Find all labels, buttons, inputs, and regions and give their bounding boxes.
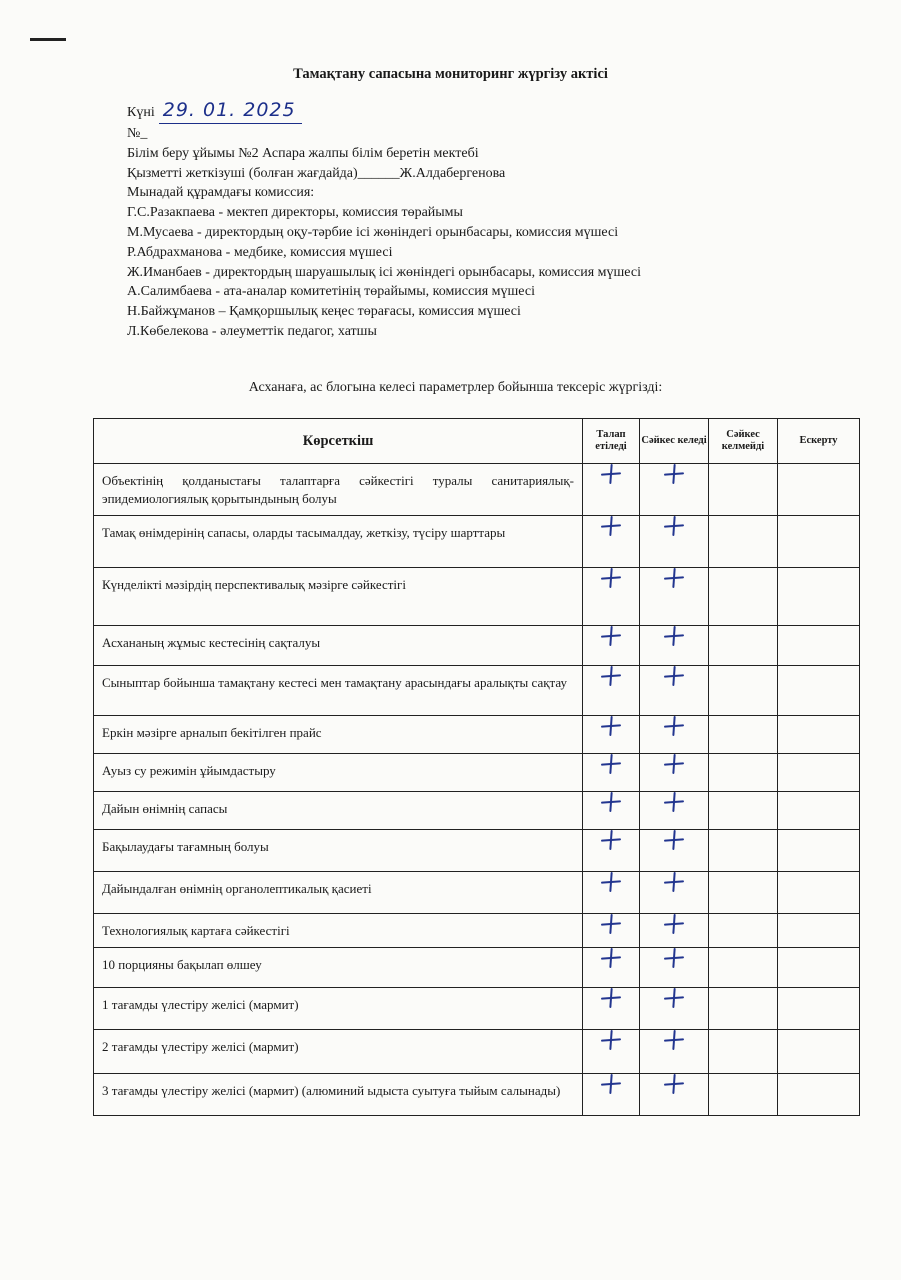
cell-note xyxy=(778,914,860,948)
cell-required xyxy=(583,1030,640,1074)
plus-mark-icon xyxy=(664,666,684,686)
commission-intro: Мынадай құрамдағы комиссия: xyxy=(127,185,315,201)
cell-noncompliant xyxy=(709,830,778,872)
date-label: Күні xyxy=(127,105,155,120)
cell-compliant xyxy=(640,464,709,516)
cell-required xyxy=(583,792,640,830)
row-indicator: Технологиялық картаға сәйкестігі xyxy=(94,914,583,948)
cell-noncompliant xyxy=(709,464,778,516)
plus-mark-icon xyxy=(601,568,621,588)
cell-compliant xyxy=(640,948,709,988)
row-indicator: Асхананың жұмыс кестесінің сақталуы xyxy=(94,626,583,666)
table-row xyxy=(94,666,860,716)
cell-noncompliant xyxy=(709,754,778,792)
cell-compliant xyxy=(640,716,709,754)
cell-noncompliant xyxy=(709,666,778,716)
plus-mark-icon xyxy=(664,872,684,892)
plus-mark-icon xyxy=(664,716,684,736)
cell-required xyxy=(583,914,640,948)
cell-required xyxy=(583,1074,640,1116)
table-row xyxy=(94,568,860,626)
header-note: Ескерту xyxy=(778,419,860,464)
cell-required xyxy=(583,568,640,626)
cell-noncompliant xyxy=(709,914,778,948)
cell-required xyxy=(583,872,640,914)
table-row xyxy=(94,516,860,568)
cell-noncompliant xyxy=(709,626,778,666)
plus-mark-icon xyxy=(601,666,621,686)
plus-mark-icon xyxy=(601,754,621,774)
cell-compliant xyxy=(640,830,709,872)
cell-note xyxy=(778,1074,860,1116)
plus-mark-icon xyxy=(664,754,684,774)
plus-mark-icon xyxy=(601,948,621,968)
document-title: Тамақтану сапасына мониторинг жүргізу актісі xyxy=(293,66,608,82)
cell-compliant xyxy=(640,1074,709,1116)
supplier-line: Қызметті жеткізуші (болған жағдайда)______Ж.Алдабергенова xyxy=(127,165,506,181)
plus-mark-icon xyxy=(601,988,621,1008)
cell-compliant xyxy=(640,516,709,568)
header-compliant: Сәйкес келеді xyxy=(640,419,709,464)
table-row xyxy=(94,988,860,1030)
commission-member: Г.С.Разакпаева - мектеп директоры, комиссия төрайымы xyxy=(127,205,463,221)
cell-note xyxy=(778,872,860,914)
plus-mark-icon xyxy=(664,516,684,536)
plus-mark-icon xyxy=(664,948,684,968)
cell-note xyxy=(778,830,860,872)
cell-required xyxy=(583,626,640,666)
cell-required xyxy=(583,988,640,1030)
commission-list xyxy=(127,203,827,342)
row-indicator: Еркін мәзірге арналып бекітілген прайс xyxy=(94,716,583,754)
cell-noncompliant xyxy=(709,1074,778,1116)
cell-note xyxy=(778,988,860,1030)
cell-required xyxy=(583,516,640,568)
table-row xyxy=(94,1030,860,1074)
cell-note xyxy=(778,716,860,754)
plus-mark-icon xyxy=(601,464,621,484)
cell-compliant xyxy=(640,872,709,914)
row-indicator: Объектінің қолданыстағы талаптарға сәйкестігі туралы санитариялық-эпидемиологиялық қорытындының болуы xyxy=(94,464,583,516)
row-indicator: Тамақ өнімдерінің сапасы, оларды тасымалдау, жеткізу, түсіру шарттары xyxy=(94,516,583,568)
school-name: Білім беру ұйымы №2 Аспара жалпы білім беретін мектебі xyxy=(127,145,479,161)
row-indicator: Дайын өнімнің сапасы xyxy=(94,792,583,830)
commission-member: М.Мусаева - директордың оқу-тәрбие ісі жөніндегі орынбасары, комиссия мүшесі xyxy=(127,224,619,240)
table-row xyxy=(94,792,860,830)
cell-compliant xyxy=(640,988,709,1030)
plus-mark-icon xyxy=(601,872,621,892)
plus-mark-icon xyxy=(601,914,621,934)
table-row xyxy=(94,716,860,754)
table-row xyxy=(94,914,860,948)
cell-compliant xyxy=(640,754,709,792)
header-indicator: Көрсеткіш xyxy=(94,419,583,464)
inspection-intro: Асханаға, ас блогына келесі параметрлер бойынша тексеріс жүргізді: xyxy=(248,380,663,395)
page-corner-mark xyxy=(30,38,66,41)
cell-note xyxy=(778,626,860,666)
table-row xyxy=(94,830,860,872)
row-indicator: 3 тағамды үлестіру желісі (мармит) (алюминий ыдыста суытуға тыйым салынады) xyxy=(94,1074,583,1116)
row-indicator: 1 тағамды үлестіру желісі (мармит) xyxy=(94,988,583,1030)
table-row xyxy=(94,1074,860,1116)
row-indicator: Дайындалған өнімнің органолептикалық қасиеті xyxy=(94,872,583,914)
plus-mark-icon xyxy=(664,1074,684,1094)
row-indicator: Сыныптар бойынша тамақтану кестесі мен тамақтану арасындағы аралықты сақтау xyxy=(94,666,583,716)
row-indicator: Ауыз су режимін ұйымдастыру xyxy=(94,754,583,792)
cell-note xyxy=(778,516,860,568)
cell-note xyxy=(778,1030,860,1074)
cell-compliant xyxy=(640,792,709,830)
cell-note xyxy=(778,464,860,516)
row-indicator: 10 порцияны бақылап өлшеу xyxy=(94,948,583,988)
cell-compliant xyxy=(640,666,709,716)
cell-required xyxy=(583,754,640,792)
plus-mark-icon xyxy=(601,1030,621,1050)
cell-noncompliant xyxy=(709,872,778,914)
plus-mark-icon xyxy=(664,830,684,850)
cell-noncompliant xyxy=(709,948,778,988)
plus-mark-icon xyxy=(601,626,621,646)
cell-note xyxy=(778,948,860,988)
cell-compliant xyxy=(640,626,709,666)
table-header-row xyxy=(94,419,860,464)
cell-note xyxy=(778,792,860,830)
row-indicator: Күнделікті мәзірдің перспективалық мәзірге сәйкестігі xyxy=(94,568,583,626)
plus-mark-icon xyxy=(664,464,684,484)
plus-mark-icon xyxy=(601,792,621,812)
header-required: Талап етіледі xyxy=(583,419,640,464)
inspection-table xyxy=(93,418,860,1116)
header-noncompliant: Сәйкес келмейді xyxy=(709,419,778,464)
cell-compliant xyxy=(640,914,709,948)
cell-required xyxy=(583,464,640,516)
cell-noncompliant xyxy=(709,792,778,830)
cell-required xyxy=(583,716,640,754)
plus-mark-icon xyxy=(601,716,621,736)
cell-required xyxy=(583,830,640,872)
plus-mark-icon xyxy=(664,626,684,646)
act-header xyxy=(127,100,827,342)
table-row xyxy=(94,872,860,914)
date-value: 29. 01. 2025 xyxy=(162,99,296,121)
number-line: №_ xyxy=(127,126,148,141)
plus-mark-icon xyxy=(601,1074,621,1094)
plus-mark-icon xyxy=(664,792,684,812)
cell-required xyxy=(583,948,640,988)
date-line xyxy=(127,100,827,124)
commission-member: А.Салимбаева - ата-аналар комитетінің төрайымы, комиссия мүшесі xyxy=(127,284,535,300)
commission-member: Н.Байжұманов – Қамқоршылық кеңес төрағасы, комиссия мүшесі xyxy=(127,304,521,320)
cell-note xyxy=(778,666,860,716)
cell-noncompliant xyxy=(709,988,778,1030)
cell-noncompliant xyxy=(709,568,778,626)
cell-noncompliant xyxy=(709,1030,778,1074)
row-indicator: 2 тағамды үлестіру желісі (мармит) xyxy=(94,1030,583,1074)
plus-mark-icon xyxy=(664,1030,684,1050)
plus-mark-icon xyxy=(601,830,621,850)
cell-required xyxy=(583,666,640,716)
plus-mark-icon xyxy=(664,914,684,934)
plus-mark-icon xyxy=(601,516,621,536)
commission-member: Ж.Иманбаев - директордың шаруашылық ісі жөніндегі орынбасары, комиссия мүшесі xyxy=(127,264,641,280)
commission-member: Л.Көбелекова - әлеуметтік педагог, хатшы xyxy=(127,323,377,339)
table-row xyxy=(94,626,860,666)
cell-compliant xyxy=(640,1030,709,1074)
plus-mark-icon xyxy=(664,988,684,1008)
plus-mark-icon xyxy=(664,568,684,588)
cell-compliant xyxy=(640,568,709,626)
cell-noncompliant xyxy=(709,716,778,754)
table-row xyxy=(94,948,860,988)
table-row xyxy=(94,464,860,516)
cell-note xyxy=(778,568,860,626)
cell-noncompliant xyxy=(709,516,778,568)
table-row xyxy=(94,754,860,792)
cell-note xyxy=(778,754,860,792)
commission-member: Р.Абдрахманова - медбике, комиссия мүшесі xyxy=(127,244,393,260)
row-indicator: Бақылаудағы тағамның болуы xyxy=(94,830,583,872)
